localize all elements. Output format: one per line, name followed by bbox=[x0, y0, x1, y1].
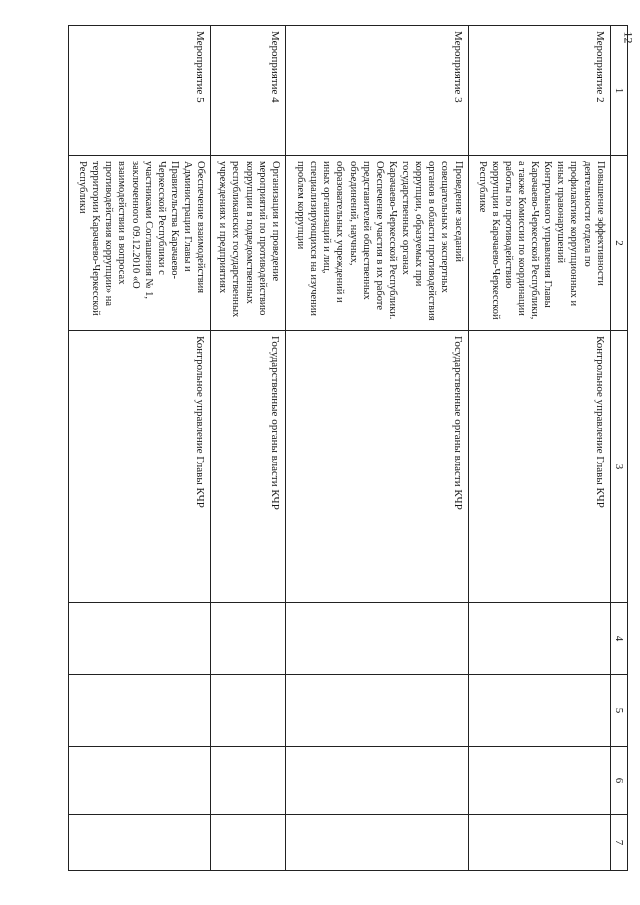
event-executor: Контрольное управление Главы КЧР bbox=[69, 331, 211, 603]
event-name: Мероприятие 4 bbox=[211, 26, 286, 156]
column-header-6: 6 bbox=[610, 747, 627, 815]
cell-col-7 bbox=[69, 815, 211, 871]
table-row bbox=[468, 26, 610, 871]
event-executor: Контрольное управление Главы КЧР bbox=[468, 331, 610, 603]
cell-col-7 bbox=[468, 815, 610, 871]
cell-col-4 bbox=[285, 603, 468, 675]
event-name: Мероприятие 2 bbox=[468, 26, 610, 156]
event-description: Обеспечение взаимодействия Администрации Главы и Правительства Карачаево-Черкесской Республики с участниками Соглашения № 1, заключенного 09.12.2010 «О взаимодействии в вопросах противодействия коррупции» на территории Карачаево-Черкесской Республики bbox=[69, 156, 211, 331]
column-header-3: 3 bbox=[610, 331, 627, 603]
cell-col-5 bbox=[69, 675, 211, 747]
cell-col-4 bbox=[69, 603, 211, 675]
table-header-row bbox=[610, 26, 627, 871]
cell-col-4 bbox=[468, 603, 610, 675]
event-executor: Государственные органы власти КЧР bbox=[285, 331, 468, 603]
column-header-7: 7 bbox=[610, 815, 627, 871]
cell-col-6 bbox=[211, 747, 286, 815]
cell-col-4 bbox=[211, 603, 286, 675]
rotated-table-wrapper bbox=[68, 25, 628, 870]
table-row bbox=[285, 26, 468, 871]
event-name: Мероприятие 3 bbox=[285, 26, 468, 156]
table-row bbox=[211, 26, 286, 871]
cell-col-5 bbox=[211, 675, 286, 747]
page-number: 12 bbox=[621, 31, 636, 44]
event-description: Проведение заседаний совещательных и экспертных органов в области противодействия коррупции, образуемых при государственных органах Карачаево-Черкесской Республики. Обеспечение участия в их работе представителей общественных объединений, научных, образовательных учреждений и иных организаций и лиц, специализирующихся на изучении проблем коррупции bbox=[285, 156, 468, 331]
cell-col-6 bbox=[69, 747, 211, 815]
column-header-4: 4 bbox=[610, 603, 627, 675]
column-header-1: 1 bbox=[610, 26, 627, 156]
event-executor: Государственные органы власти КЧР bbox=[211, 331, 286, 603]
column-header-2: 2 bbox=[610, 156, 627, 331]
cell-col-6 bbox=[468, 747, 610, 815]
cell-col-7 bbox=[211, 815, 286, 871]
cell-col-7 bbox=[285, 815, 468, 871]
column-header-5: 5 bbox=[610, 675, 627, 747]
cell-col-5 bbox=[468, 675, 610, 747]
cell-col-6 bbox=[285, 747, 468, 815]
program-events-table bbox=[68, 25, 628, 871]
cell-col-5 bbox=[285, 675, 468, 747]
event-name: Мероприятие 5 bbox=[69, 26, 211, 156]
table-row bbox=[69, 26, 211, 871]
event-description: Повышение эффективности деятельности отдела по профилактике коррупционных и иных правонарушений Контрольного управления Главы Карачаево-Черкесской Республики, а также Комиссии по координации работы по противодействию коррупции в Карачаево-Черкесской Республике bbox=[468, 156, 610, 331]
event-description: Организация и проведение мероприятий по противодействию коррупции в подведомственных республиканских государственных учреждениях и предприятиях bbox=[211, 156, 286, 331]
